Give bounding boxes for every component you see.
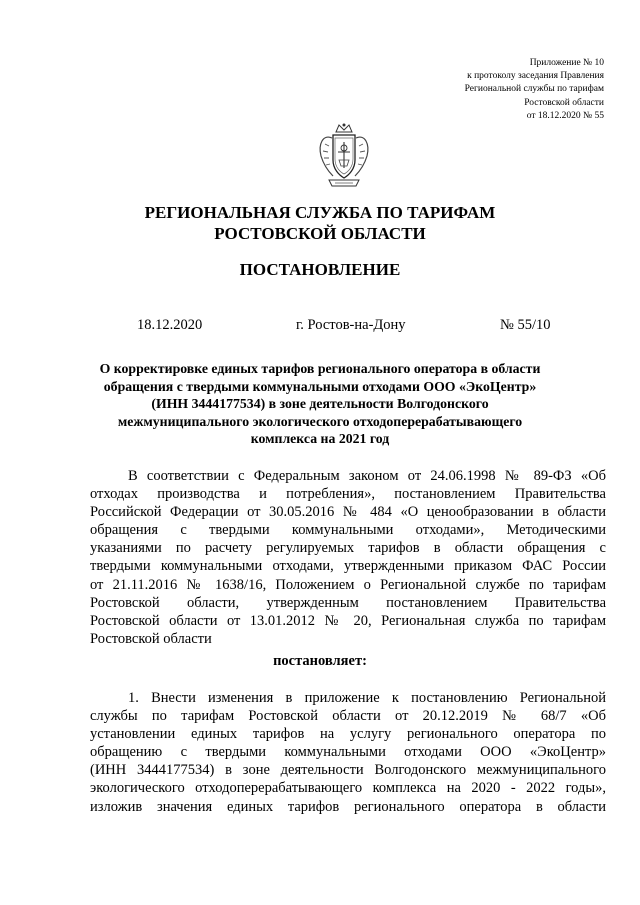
paragraph-line: 1. Внести изменения в приложение к постановлению Региональной (128, 690, 606, 706)
paragraph-line: Ростовской области от 13.01.2012 № 20, Региональная служба по тарифам (90, 612, 606, 629)
paragraph-line: В соответствии с Федеральным законом от 24.06.1998 № 89-ФЗ «Об (128, 468, 606, 484)
title-line: комплекса на 2021 год (250, 431, 390, 447)
annex-line: Приложение № 10 (529, 58, 604, 68)
paragraph-line: обращения с твердыми коммунальными отходами», Методическими (90, 522, 606, 539)
paragraph-line: обращению с твердыми коммунальными отходами ООО «ЭкоЦентр» (90, 744, 606, 761)
organization-name (0, 202, 640, 244)
organization-name-line: РЕГИОНАЛЬНАЯ СЛУЖБА ПО ТАРИФАМ (144, 203, 496, 222)
annex-line: от 18.12.2020 № 55 (526, 110, 604, 121)
document-number: № 55/10 (500, 317, 551, 333)
title-line: межмуниципального экологического отходоперерабатывающего (117, 413, 523, 429)
paragraph-line: от 21.11.2016 № 1638/16, Положением о Региональной службе по тарифам (90, 576, 606, 593)
paragraph-line: твердыми коммунальными отходами, утвержденными приказом ФАС России (90, 558, 606, 575)
paragraph-line: экологического отходоперерабатывающего комплекса на 2020 - 2022 годы», (90, 780, 606, 797)
preamble-paragraph (90, 467, 606, 648)
document-date: 18.12.2020 (137, 317, 203, 333)
item-1-paragraph (90, 689, 606, 816)
document-title (0, 360, 640, 448)
paragraph-line: установлении единых тарифов на услугу регионального оператора по (90, 726, 606, 743)
paragraph-line: изложив значения единых тарифов регионального оператора в области (90, 798, 606, 815)
annex-line: Ростовской области (524, 97, 604, 108)
title-line: обращения с твердыми коммунальными отходами ООО «ЭкоЦентр» (103, 378, 537, 394)
organization-name-line: РОСТОВСКОЙ ОБЛАСТИ (214, 224, 426, 243)
paragraph-line: службы по тарифам Ростовской области от 20.12.2019 № 68/7 «Об (90, 708, 606, 725)
paragraph-line: Ростовской области (90, 630, 212, 647)
document-type: ПОСТАНОВЛЕНИЕ (239, 260, 401, 279)
paragraph-line: отходах производства и потребления», постановлением Правительства (90, 486, 606, 503)
resolves-heading: постановляет: (273, 653, 367, 669)
paragraph-line: Российской Федерации от 30.05.2016 № 484 «О ценообразовании в области (90, 504, 606, 521)
annex-line: Региональной службы по тарифам (464, 84, 604, 95)
document-city: г. Ростов-на-Дону (296, 317, 406, 333)
title-line: О корректировке единых тарифов регионального оператора в области (99, 361, 541, 376)
paragraph-line: Ростовской области, утвержденным постановлением Правительства (90, 594, 606, 611)
annex-line: к протоколу заседания Правления (467, 71, 604, 82)
title-line: (ИНН 3444177534) в зоне деятельности Волгодонского (151, 396, 489, 412)
annex-note (465, 57, 604, 123)
paragraph-line: указаниями по расчету регулируемых тарифов в области обращения с (90, 540, 606, 557)
paragraph-line: (ИНН 3444177534) в зоне деятельности Волгодонского межмуниципального (90, 762, 606, 779)
coat-of-arms-icon (315, 122, 373, 190)
